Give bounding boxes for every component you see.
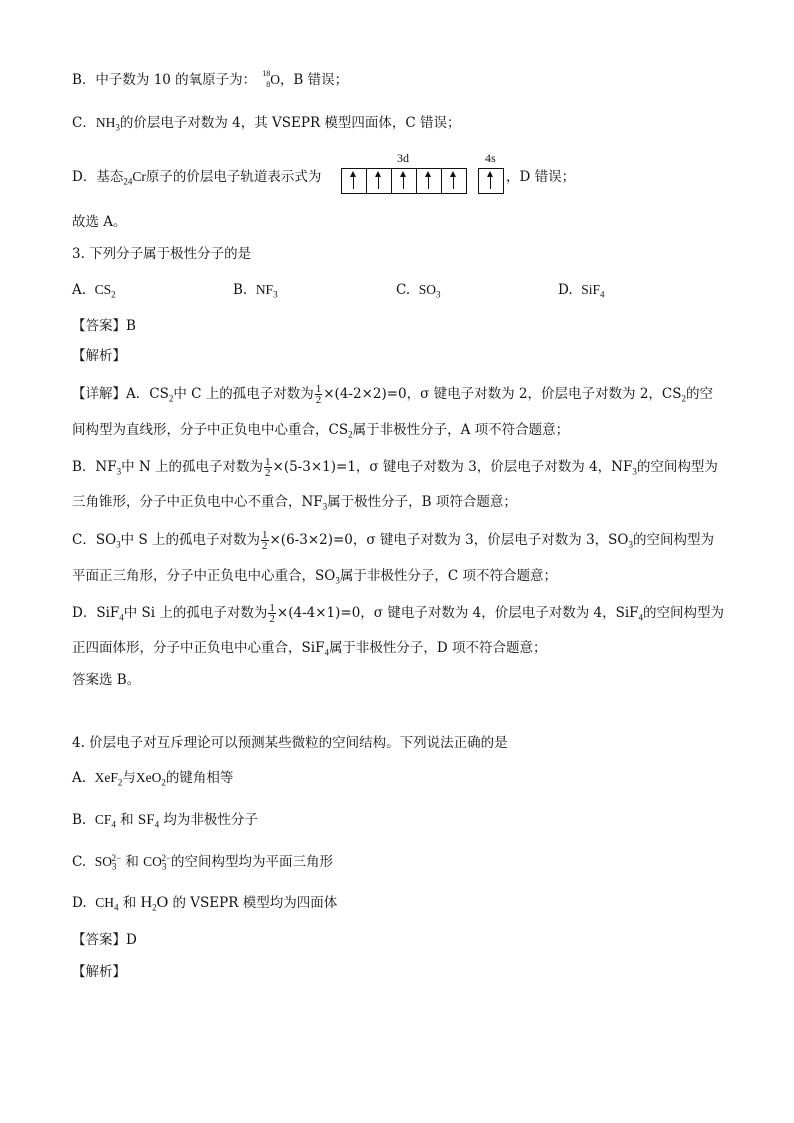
orbital-box [416,168,441,194]
q3-detail-line-5: C．$SO_3$中 S 上的孤电子对数为 $\frac{1}{2}$ ×(6-3×2)=0，σ 键电子对数为 3，价层电子对数为 3，$SO_3$的空间构型为 [72,529,714,552]
prev-option-d-tail: ，D 错误； [506,169,576,185]
q3-answer: 【答案】B [72,318,136,334]
label-4s: 4s [485,151,496,165]
fraction-one-half: $\frac{1}{2}$ [315,383,322,406]
q3-detail-line-6: 平面正三角形，分子中正负电中心重合，$SO_3$属于非极性分子，C 项不符合题意； [72,568,557,586]
q4-option-a: A. XeF$_2$与XeO$_2$的键角相等 [72,770,234,788]
q3-detail-line-4: 三角锥形，分子中正负电中心不重合，$NF_3$属于极性分子，B 项符合题意； [72,494,517,512]
orbital-box [441,168,467,194]
spin-up-arrow-icon [490,173,491,189]
choose-a-text: 故选 A。 [72,214,127,230]
fraction-one-half: $\frac{1}{2}$ [262,529,268,552]
spin-up-arrow-icon [403,173,404,189]
orbital-box [391,168,416,194]
q3-analysis-label: 【解析】 [72,348,126,364]
q4-analysis-label: 【解析】 [72,964,126,980]
orbital-box [341,168,366,194]
spin-up-arrow-icon [353,173,354,189]
orbital-box [478,168,504,194]
q3-option-c: C. $SO_3$ [396,282,441,300]
label-3d: 3d [397,151,409,165]
fraction-one-half: $\frac{1}{2}$ [269,602,275,625]
q4-answer: 【答案】D [72,932,137,948]
orbital-4s-box [478,168,504,194]
q3-option-b: B. $NF_3$ [233,282,278,300]
q3-detail-line-7: D．SiF$_4$中 Si 上的孤电子对数为 $\frac{1}{2}$ ×(4-4×1)=0，σ 键电子对数为 4，价层电子对数为 4，SiF$_4$的空间构型为 [72,602,725,625]
q3-conclusion: 答案选 B。 [72,672,141,688]
q3-detail-line-8: 正四面体形，分子中正负电中心重合，SiF$_4$属于非极性分子，D 项不符合题意； [72,640,547,658]
q4-option-c: C. $SO_3^{2-}$ 和 $CO_3^{2-}$的空间构型均为平面三角形 [72,852,334,872]
q4-option-b: B. $CF_4$ 和 $SF_4$ 均为非极性分子 [72,812,258,830]
spin-up-arrow-icon [378,173,379,189]
orbital-box [366,168,391,194]
question-3-stem: 3. 下列分子属于极性分子的是 [72,246,252,262]
prev-option-d-explanation: D．基态$_{24}$Cr原子的价层电子轨道表示式为 [72,169,322,187]
q3-option-a: A. $CS_2$ [72,282,116,300]
q3-option-d: D. SiF$_4$ [558,282,605,300]
q4-option-d: D. $CH_4$ 和 $H_2O$ 的 VSEPR 模型均为四面体 [72,894,338,913]
prev-option-b-explanation: B．中子数为 10 的氧原子为： 18 8 O，B 错误； [72,69,349,89]
spin-up-arrow-icon [453,173,454,189]
spin-up-arrow-icon [428,173,429,189]
q3-detail-line-2: 间构型为直线形，分子中正负电中心重合，$CS_2$属于非极性分子，A 项不符合题意； [72,422,570,440]
fraction-one-half: $\frac{1}{2}$ [265,456,271,479]
question-4-stem: 4. 价层电子对互斥理论可以预测某些微粒的空间结构。下列说法正确的是 [72,735,508,751]
oxygen-isotope: 18 8 [262,69,271,89]
orbital-3d-boxes [341,168,467,194]
q3-detail-line-1: 【详解】A．$CS_2$中 C 上的孤电子对数为 $\frac{1}{2}$ ×(4-2×2)=0，σ 键电子对数为 2，价层电子对数为 2，$CS_2$的空 [72,383,713,406]
q3-detail-line-3: B．$NF_3$中 N 上的孤电子对数为 $\frac{1}{2}$ ×(5-3×1)=1，σ 键电子对数为 3，价层电子对数为 4，$NF_3$的空间构型为 [72,456,718,479]
prev-option-c-explanation: C．$NH_3$的价层电子对数为 4，其 VSEPR 模型四面体，C 错误； [72,115,461,133]
